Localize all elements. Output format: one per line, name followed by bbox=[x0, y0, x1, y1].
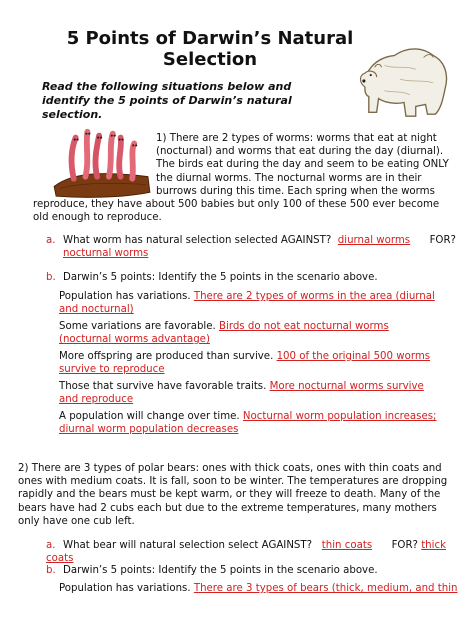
answer-1a-for[interactable]: nocturnal worms bbox=[63, 248, 149, 260]
question-1b-text: Darwin’s 5 points: Identify the 5 points in the scenario above. bbox=[63, 272, 378, 283]
scenario-2-paragraph bbox=[18, 462, 450, 528]
point-label: A population will change over time. bbox=[59, 411, 240, 422]
point-1-4 bbox=[59, 380, 439, 406]
point-answer[interactable]: Birds do not eat nocturnal worms (nocturnal worms advantage) bbox=[59, 321, 389, 346]
page-title: 5 Points of Darwin’s Natural Selection bbox=[66, 28, 354, 70]
point-label: Population has variations. bbox=[59, 291, 191, 302]
question-2b-text: Darwin’s 5 points: Identify the 5 points in the scenario above. bbox=[63, 565, 378, 576]
point-answer[interactable]: Nocturnal worm population increases; diurnal worm population decreases bbox=[59, 411, 437, 436]
question-2a-text: What bear will natural selection select AGAINST? bbox=[63, 540, 313, 551]
question-2a bbox=[46, 539, 456, 565]
point-1-5 bbox=[59, 410, 439, 436]
scenario-1-text: There are 2 types of worms: worms that eat at night (nocturnal) and worms that eat during the day (diurnal). The birds eat during the day and seem to be eating ONLY the diurnal worms. The nocturnal worms are in their burrows during this time. Each spring when the worms reproduce, they have about 500 babies but only 100 of these 500 ever become old enough to reproduce. bbox=[33, 133, 449, 224]
point-label: More offspring are produced than survive. bbox=[59, 351, 274, 362]
question-1a-text: What worm has natural selection selected AGAINST? bbox=[63, 235, 332, 246]
image-float-spacer bbox=[33, 132, 156, 197]
question-2a-marker: a. bbox=[46, 540, 56, 551]
scenario-1-number: 1) bbox=[156, 133, 167, 144]
question-2b bbox=[46, 564, 456, 577]
point-answer[interactable]: More nocturnal worms survive and reproduce bbox=[59, 381, 424, 406]
point-answer[interactable]: There are 3 types of bears (thick, medium, and thin bbox=[193, 583, 458, 594]
point-1-2 bbox=[59, 320, 439, 346]
point-label: Population has variations. bbox=[59, 583, 191, 594]
question-1a bbox=[46, 234, 456, 260]
point-2-1 bbox=[59, 582, 459, 595]
question-1a-marker: a. bbox=[46, 235, 56, 246]
answer-2a-against[interactable]: thin coats bbox=[321, 540, 373, 551]
question-2b-marker: b. bbox=[46, 565, 56, 576]
scenario-2-number: 2) bbox=[18, 463, 29, 474]
question-1b bbox=[46, 271, 456, 284]
answer-2a-for[interactable]: thick coats bbox=[46, 540, 446, 565]
point-label: Those that survive have favorable traits. bbox=[59, 381, 267, 392]
scenario-2-text: There are 3 types of polar bears: ones with thick coats, ones with thin coats and ones with medium coats. It is fall, soon to be winter. The temperatures are dropping rapidly and the bears must be kept warm, or they will freeze to death. Many of the bears have had 2 cubs each but due to the extreme temperatures, many mothers only have one cub left. bbox=[18, 463, 448, 527]
question-1b-marker: b. bbox=[46, 272, 56, 283]
for-label: FOR? bbox=[391, 540, 418, 551]
instructions: Read the following situations below and identify the 5 points of Darwin’s natural selection. bbox=[42, 80, 292, 121]
answer-1a-against[interactable]: diurnal worms bbox=[337, 235, 411, 246]
for-label: FOR? bbox=[429, 235, 456, 246]
point-label: Some variations are favorable. bbox=[59, 321, 216, 332]
point-1-1 bbox=[59, 290, 439, 316]
point-answer[interactable]: There are 2 types of worms in the area (diurnal and nocturnal) bbox=[59, 291, 435, 316]
point-1-3 bbox=[59, 350, 439, 376]
polar-bear-illustration bbox=[355, 36, 453, 124]
point-answer[interactable]: 100 of the original 500 worms survive to reproduce bbox=[59, 351, 431, 376]
scenario-1-paragraph bbox=[33, 132, 449, 224]
